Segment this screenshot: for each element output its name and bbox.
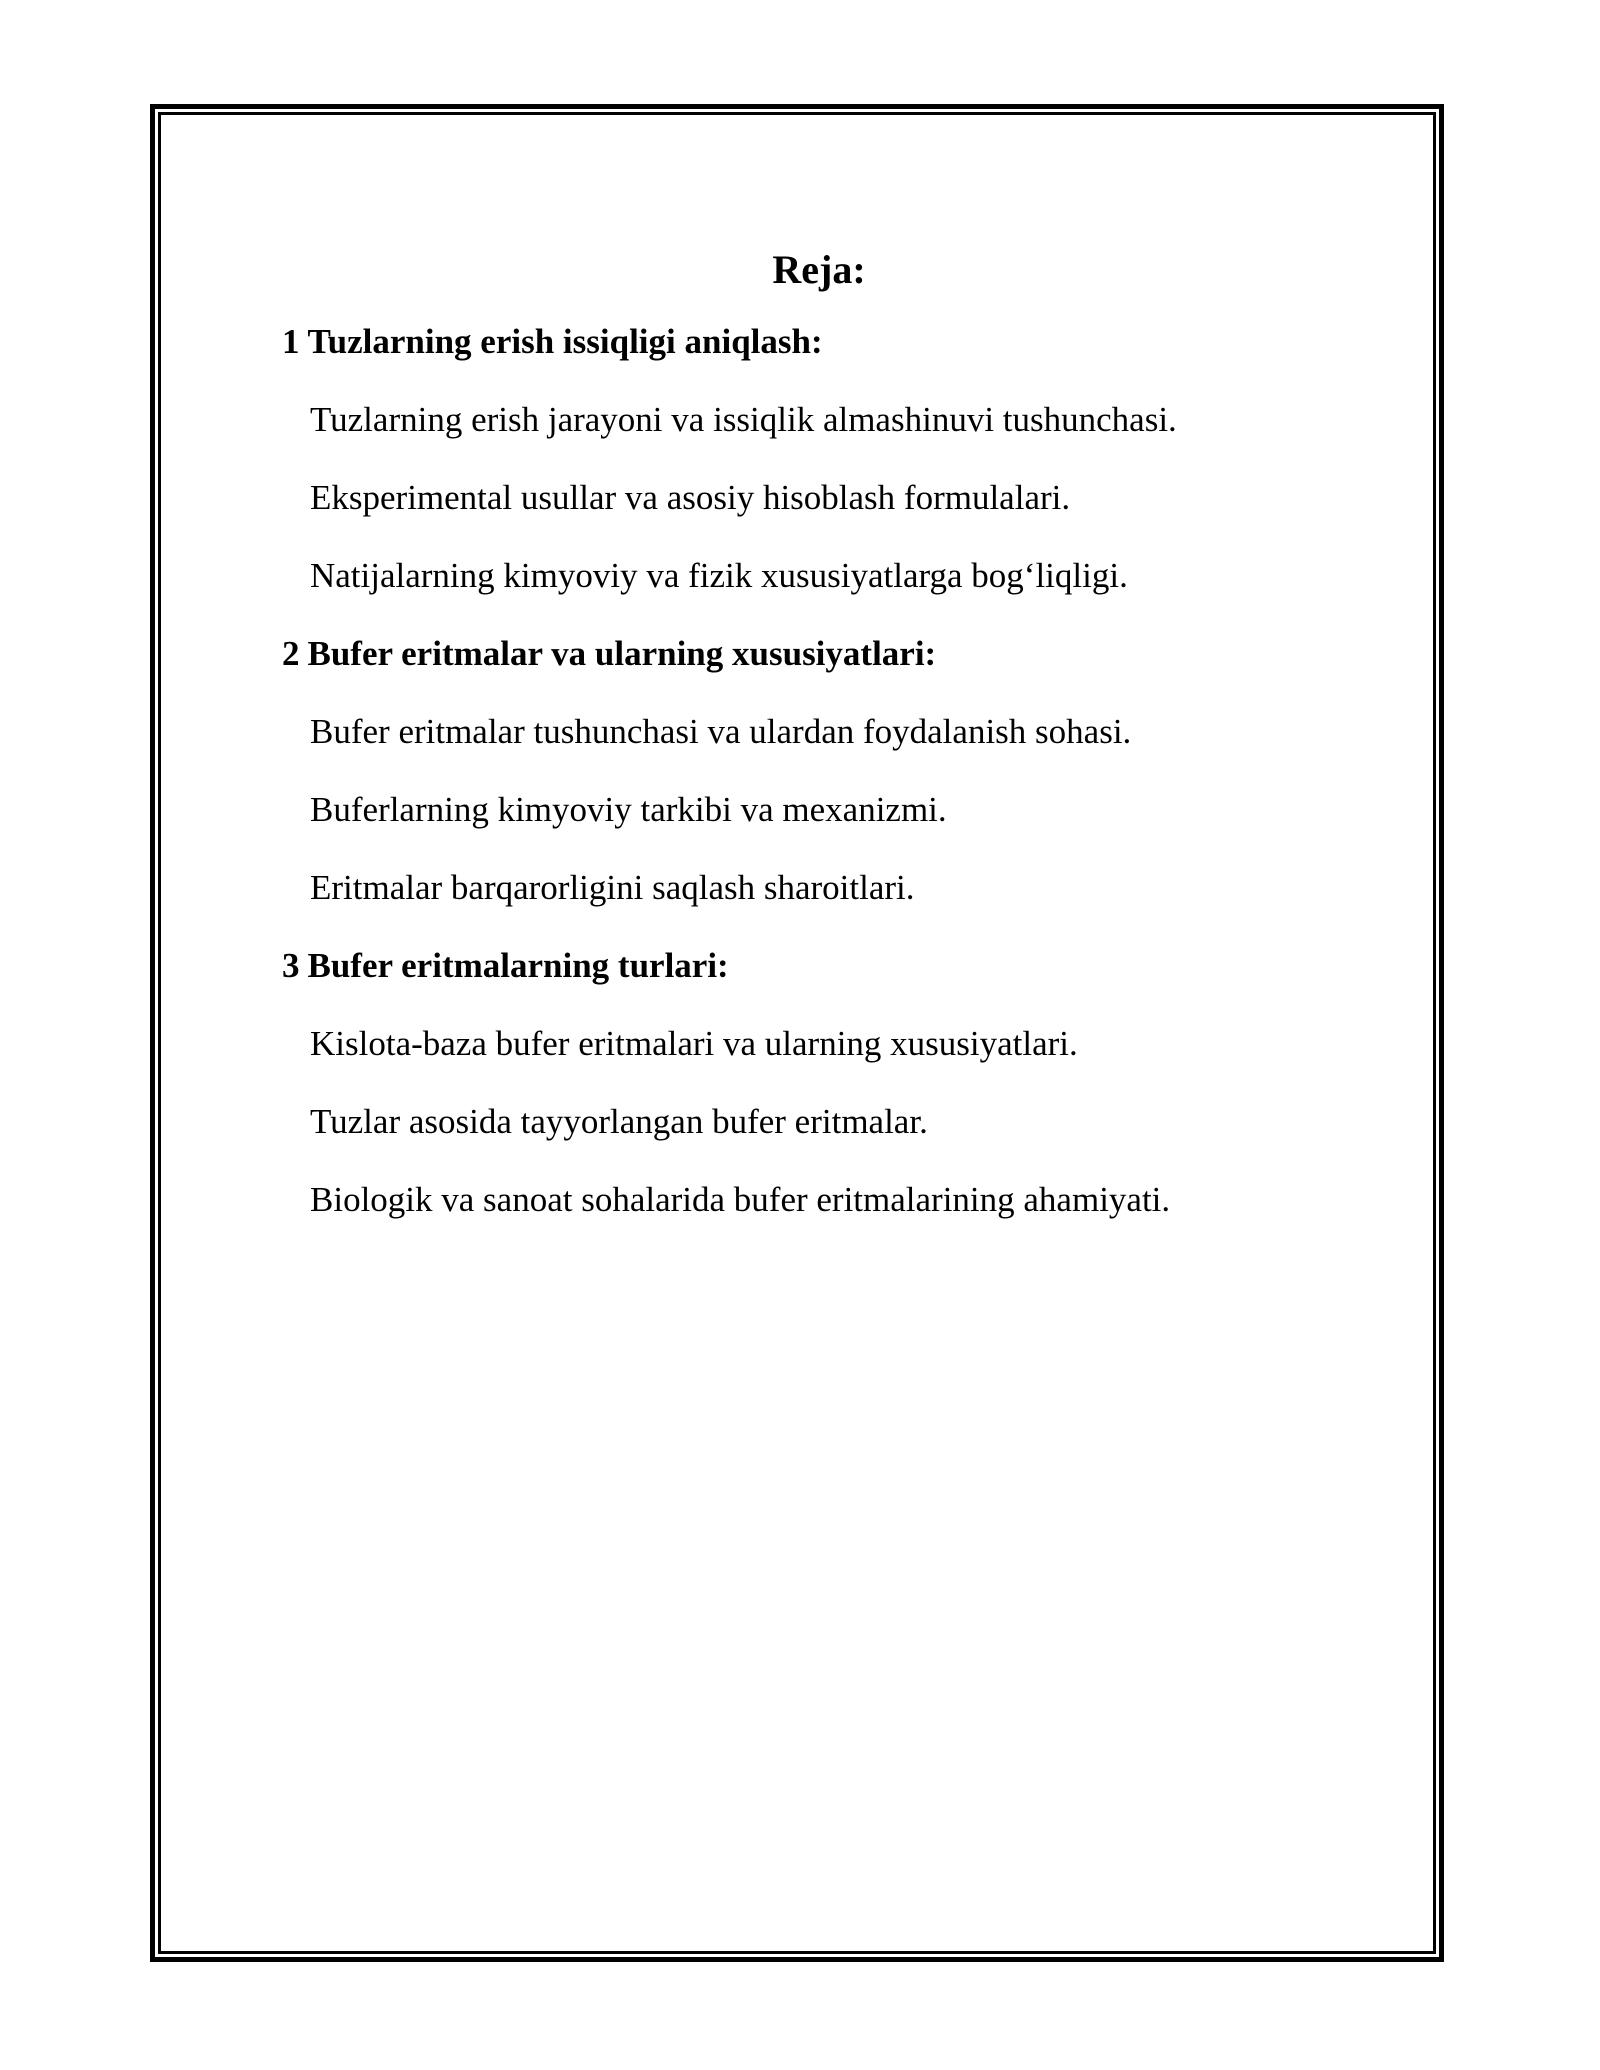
section-heading-2: [282, 630, 1342, 678]
list-item: Eritmalar barqarorligini saqlash sharoitlari.: [310, 868, 915, 907]
list-item: Biologik va sanoat sohalarida bufer eritmalarining ahamiyati.: [310, 1180, 1171, 1219]
list-item: Bufer eritmalar tushunchasi va ulardan foydalanish sohasi.: [310, 712, 1132, 751]
list-item: Tuzlarning erish jarayoni va issiqlik almashinuvi tushunchasi.: [310, 400, 1177, 439]
section-heading-text: Tuzlarning erish issiqligi aniqlash:: [307, 322, 823, 361]
document-body: [282, 240, 1342, 1254]
list-item: Natijalarning kimyoviy va fizik xususiyatlarga bog‘liqligi.: [310, 556, 1128, 595]
list-item: Kislota-baza bufer eritmalari va ularning xususiyatlari.: [310, 1024, 1078, 1063]
section-heading-1: [282, 318, 1342, 366]
list-item: Tuzlar asosida tayyorlangan bufer eritmalar.: [310, 1102, 928, 1141]
section-heading-text: Bufer eritmalarning turlari:: [307, 946, 729, 985]
section-heading-3: [282, 942, 1342, 990]
section-number: 1: [282, 322, 300, 361]
list-item: Buferlarning kimyoviy tarkibi va mexanizmi.: [310, 790, 947, 829]
section-heading-text: Bufer eritmalar va ularning xususiyatlari:: [307, 634, 937, 673]
page-title: Reja:: [772, 247, 866, 292]
list-item: Eksperimental usullar va asosiy hisoblash formulalari.: [310, 478, 1071, 517]
section-number: 3: [282, 946, 300, 985]
section-number: 2: [282, 634, 300, 673]
